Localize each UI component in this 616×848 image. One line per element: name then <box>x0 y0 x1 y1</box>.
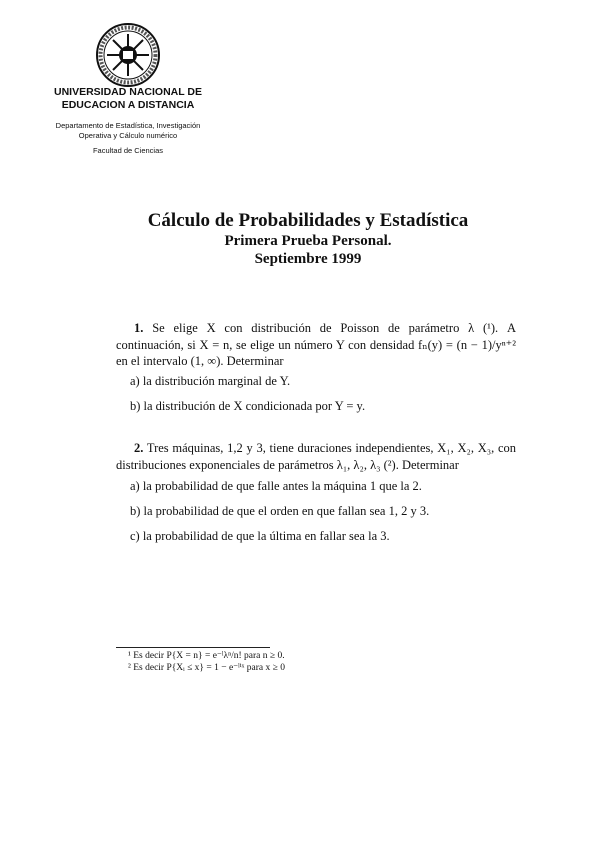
problem-2 <box>116 440 516 473</box>
problem-2-item-b: b) la probabilidad de que el orden en que fallan sea 1, 2 y 3. <box>130 504 430 518</box>
footnote-2: ² Es decir P{Xᵢ ≤ x} = 1 − e⁻ˡⁱˣ para x ≥ 0 <box>128 663 285 673</box>
problem-text: Tres máquinas, 1,2 y 3, tiene duraciones independientes, X₁, X₂, X₃, con distribuciones exponenciales de parámetros λ₁, λ₂, λ₃ (²). Determinar <box>116 441 516 472</box>
footnote-1: ¹ Es decir P{X = n} = e⁻ˡλⁿ/n! para n ≥ 0. <box>128 651 285 661</box>
problem-number: 1. <box>134 321 144 335</box>
university-seal-logo <box>95 22 161 88</box>
department-line-2: Operativa y Cálculo numérico <box>78 131 178 140</box>
document-date: Septiembre 1999 <box>254 251 362 267</box>
university-name <box>20 86 236 112</box>
document-subtitle: Primera Prueba Personal. <box>224 233 392 249</box>
problem-2-item-c: c) la probabilidad de que la última en fallar sea la 3. <box>130 529 390 543</box>
document-title: Cálculo de Probabilidades y Estadística <box>147 210 469 231</box>
problem-text: Se elige X con distribución de Poisson de parámetro λ (¹). A continuación, si X = n, se elige un número Y con densidad fₙ(y) = (n − 1)/yⁿ⁺² en el intervalo (1, ∞). Determinar <box>116 321 517 368</box>
university-line-1: UNIVERSIDAD NACIONAL DE <box>54 86 202 98</box>
footnote-divider <box>116 647 270 648</box>
problem-2-item-a: a) la probabilidad de que falle antes la máquina 1 que la 2. <box>130 479 422 493</box>
department-line-1: Departamento de Estadística, Investigación <box>55 121 201 130</box>
problem-1 <box>116 320 516 370</box>
problem-1-item-b: b) la distribución de X condicionada por Y = y. <box>130 399 366 413</box>
department-name <box>20 121 236 141</box>
problem-1-item-a: a) la distribución marginal de Y. <box>130 374 291 388</box>
university-line-2: EDUCACION A DISTANCIA <box>61 99 195 111</box>
problem-number: 2. <box>134 441 144 455</box>
faculty-name: Facultad de Ciencias <box>92 146 164 155</box>
